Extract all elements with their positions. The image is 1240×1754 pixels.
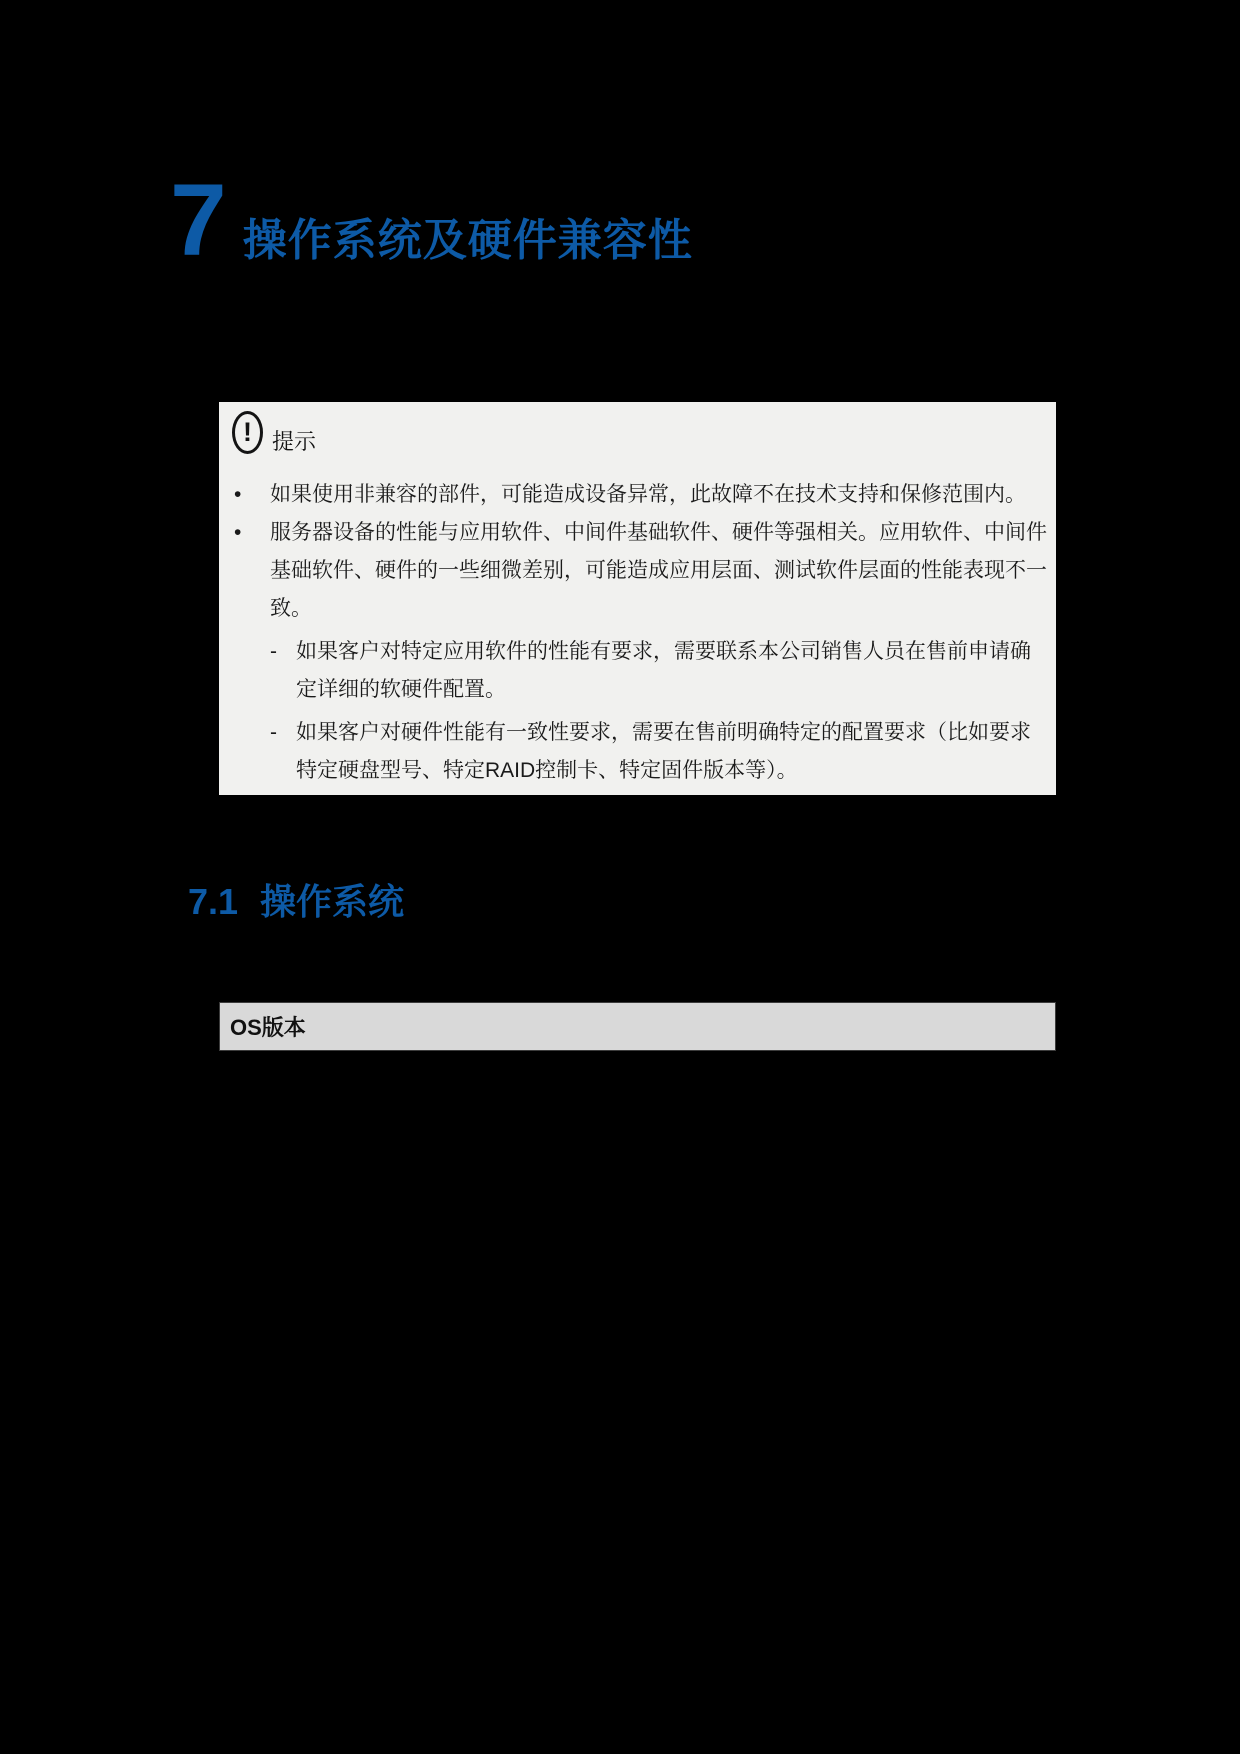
tip-bullet-text: 服务器设备的性能与应用软件、中间件基础软件、硬件等强相关。应用软件、中间件基础软件、硬件的一些细微差别，可能造成应用层面、测试软件层面的性能表现不一致。: [270, 521, 1047, 620]
section-title: 操作系统: [260, 881, 405, 922]
tip-sub-bullet-item: [231, 714, 1056, 790]
dash-icon: -: [270, 721, 277, 744]
chapter-heading: [170, 163, 693, 277]
bullet-icon: •: [234, 521, 242, 544]
section-heading: [188, 874, 404, 925]
tip-header: [232, 411, 316, 454]
tip-box: [219, 402, 1056, 795]
exclamation-mark: !: [243, 417, 252, 447]
tip-sub-bullet-text: 如果客户对硬件性能有一致性要求，需要在售前明确特定的配置要求（比如要求特定硬盘型号、特定RAID控制卡、特定固件版本等）。: [296, 721, 1031, 782]
os-table-header-bar: [219, 1002, 1056, 1051]
exclamation-circle-icon: [232, 411, 263, 454]
os-table-header-label: OS版本: [230, 1015, 306, 1040]
bullet-icon: •: [234, 483, 242, 506]
tip-sub-bullet-text: 如果客户对特定应用软件的性能有要求，需要联系本公司销售人员在售前申请确定详细的软硬件配置。: [296, 640, 1031, 701]
chapter-number: 7: [170, 163, 227, 277]
chapter-title: 操作系统及硬件兼容性: [242, 216, 693, 265]
tip-bullet-item: [231, 476, 1056, 514]
section-number: 7.1: [188, 881, 239, 922]
tip-sub-bullet-item: [231, 633, 1056, 709]
dash-icon: -: [270, 640, 277, 663]
tip-label: 提示: [272, 429, 317, 454]
tip-bullet-text: 如果使用非兼容的部件，可能造成设备异常，此故障不在技术支持和保修范围内。: [270, 483, 1026, 506]
tip-bullet-item: [231, 514, 1056, 628]
tip-body: [231, 476, 1056, 790]
